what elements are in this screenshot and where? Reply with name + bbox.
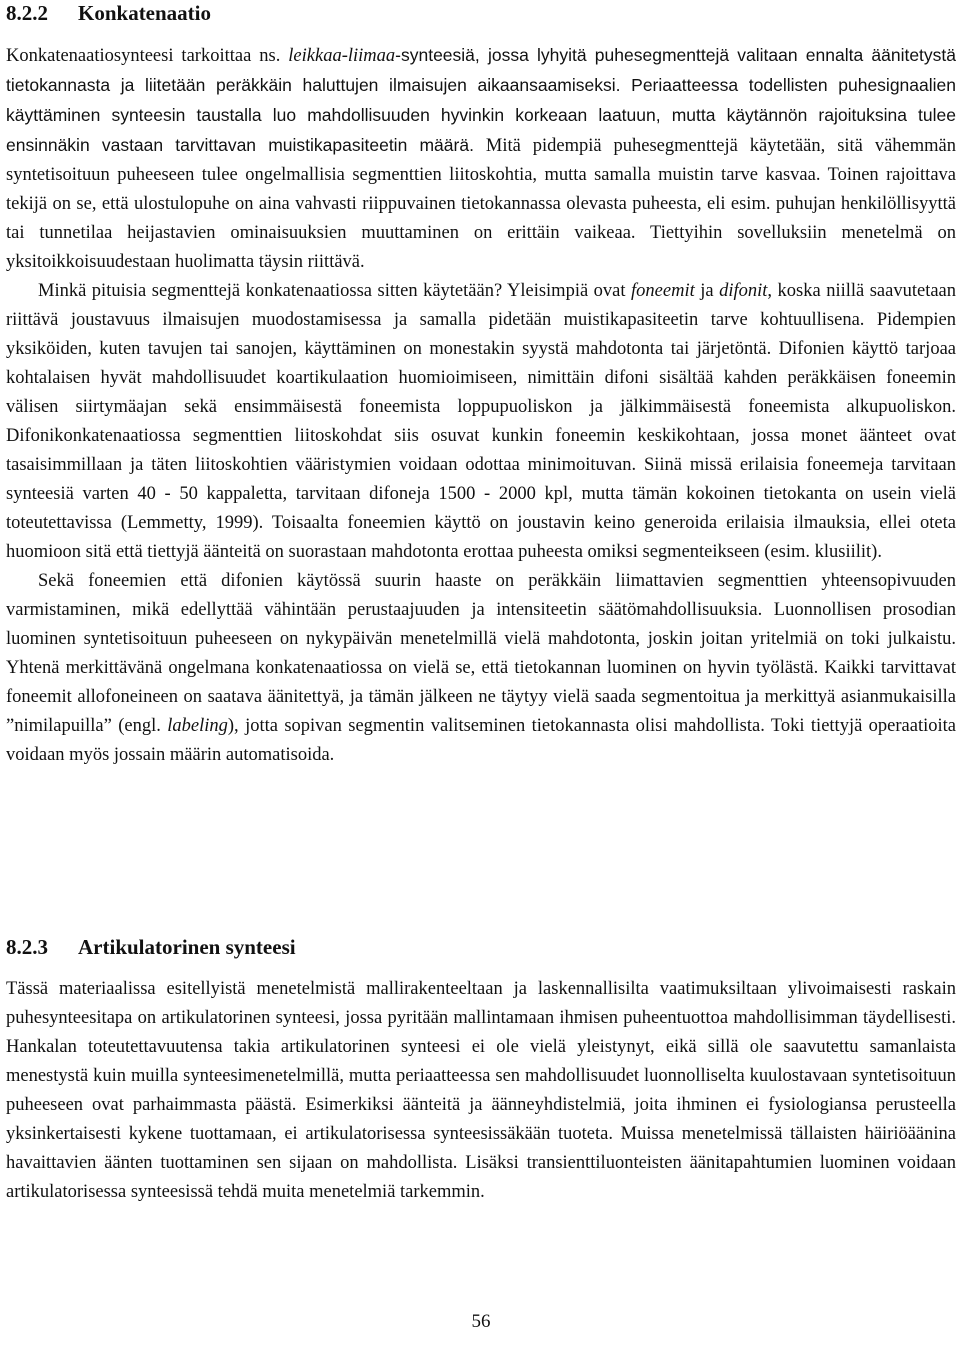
paragraph-text: -synteesiä, jossa lyhyitä puhesegmenttejä valitaan ennalta äänitetystä tietokannasta ja liitetään peräkkäin haluttujen ilmaisujen aikaansaamiseksi. Periaatteessa todellisten puhesignaalien käyttäminen synteesin taustalla luo mahdollisuuden hyvinkin korkeaan laatuun, mutta käytännön rajoituksina tulee ensinnäkin vastaan tarvittavan muistikapasiteetin määrä.: [6, 45, 957, 155]
italic-term: labeling: [167, 716, 228, 736]
section-body-artikulatorinen: [6, 975, 956, 1207]
section-number: 8.2.3: [6, 935, 48, 959]
italic-term: foneemit: [631, 281, 695, 301]
section-title: Konkatenaatio: [78, 1, 212, 25]
section-heading-artikulatorinen: [6, 934, 296, 960]
paragraph-text: ja: [694, 281, 720, 301]
paragraph-text: Sekä foneemien että difonien käytössä suurin haaste on peräkkäin liimattavien segmenttien yhteensopivuuden varmistaminen, mikä edellyttää vähintään perustaajuuden ja intensiteetin säätömahdollisuuksia. Luonnollisen prosodian luominen syntetisoituun puheeseen on nykypäivän menetelmillä vielä mahdotonta, joskin joitan yritelmiä on toki julkaistu. Yhtenä merkittävänä ongelmana konkatenaatiossa on vielä se, että tietokannan luominen on hyvin työlästä. Kaikki tarvittavat foneemit allofoneineen on saatava äänitettyä, ja tämän jälkeen ne täytyy vielä saada segmentoitua ja merkittyä asianmukaisilla ”nimilapuilla” (engl.: [6, 571, 956, 736]
paragraph-4: Tässä materiaalissa esitellyistä menetelmistä mallirakenteeltaan ja laskennallisilta vaatimuksiltaan ylivoimaisesti raskain puhesynteesitapa on artikulatorinen synteesi, jossa pyritään mallintamaan ihmisen puheentuottoa mahdollisimman täydellisesti. Hankalan toteutettavuutensa takia artikulatorinen synteesi ei ole vielä yleistynyt, eikä sillä ole saavutettu samanlaista menestystä kuin muilla synteesimenetelmillä, mutta periaatteessa sen mahdollisuudet luonnolliselta kuulostavaan syntetisoituun puheeseen ovat parhaimmasta päästä. Esimerkiksi äänteitä ja äänneyhdistelmiä, joita ihminen ei fysiologiansa perusteella yksinkertaisesti kykene tuottamaan, ei artikulatorisessa synteesissäkään tuoteta. Muissa menetelmissä tällaisten häiriöäänina havaittavien äänten tuottaminen sen sijaan on mahdollista. Lisäksi transienttiluonteisten äänitapahtumien luominen voidaan artikulatorisessa synteesissä tehdä muita menetelmiä tarkemmin.: [6, 979, 956, 1202]
paragraph-3: [6, 567, 956, 770]
paragraph-2: [6, 277, 956, 567]
paragraph-text: , koska niillä saavutetaan riittävä joustavuus ilmaisujen muodostamisessa ja samalla pidetään muistikapasiteetin tarve kohtuullisena. Pidempien yksiköiden, kuten tavujen tai sanojen, käyttäminen on monestakin syystä mahdotonta tai järjetöntä. Difonien käyttö tarjoaa kohtalaisen hyvät mahdollisuudet koartikulaation huomioimiseen, nimittäin difoni sisältää kahden peräkkäisen foneemin välisen siirtymäajan sekä ensimmäisestä foneemista loppupuoliskon ja jälkimmäisestä foneemista alkupuoliskon. Difonikonkatenaatiossa segmenttien liitoskohdat siis osuvat kunkin foneemin keskikohtaan, jossa monet äänteet ovat tasaisimmillaan ja täten liitoskohtien vääristymien voidaan odottaa minimoituvan. Siinä missä erilaisia foneemeja tarvitaan synteesiä varten 40 - 50 kappaletta, tarvitaan difoneja 1500 - 2000 kpl, mutta tämän kokoinen tietokanta on usein vielä toteutettavissa (Lemmetty, 1999). Toisaalta foneemien käyttö on joustavin keino generoida erilaisia ilmauksia, ellei oteta huomioon sitä että tiettyjä äänteitä on suorastaan mahdotonta erottaa puheesta omiksi segmenteikseen (esim. klusiilit).: [6, 281, 957, 562]
paragraph-text: Konkatenaatiosynteesi tarkoittaa ns.: [6, 46, 289, 66]
italic-term: difonit: [719, 281, 768, 301]
section-number: 8.2.2: [6, 1, 48, 25]
section-title: Artikulatorinen synteesi: [78, 935, 296, 959]
italic-term: leikkaa-liimaa: [288, 46, 396, 66]
page-number: 56: [471, 1311, 491, 1332]
section-body-konkatenaatio: [6, 41, 956, 770]
paragraph-1: [6, 41, 956, 277]
paragraph-text: Minkä pituisia segmenttejä konkatenaatiossa sitten käytetään? Yleisimpiä ovat: [38, 281, 632, 301]
section-heading-konkatenaatio: [6, 0, 211, 26]
paragraph-text: ), jotta sopivan segmentin valitseminen tietokannasta olisi mahdollista. Toki tiettyjä operaatioita voidaan myös jossain määrin automatisoida.: [6, 716, 956, 765]
paragraph-text: Mitä pidempiä puhesegmenttejä käytetään, sitä vähemmän syntetisoituun puheeseen tulee ongelmallisia segmenttien liitoskohtia, mutta samalla muistin tarve kasvaa. Toinen rajoittava tekijä on se, että ulostulopuhe on aina vahvasti riippuvainen tietokannassa olevasta puheesta, eli esim. puhujan henkilöllisyyttä tai tunnetilaa heijastavien ominaisuuksien muuttaminen on erittäin vaikeaa. Tiettyihin sovelluksiin menetelmä on yksitoikkoisuudestaan huolimatta täysin riittävä.: [6, 136, 956, 272]
